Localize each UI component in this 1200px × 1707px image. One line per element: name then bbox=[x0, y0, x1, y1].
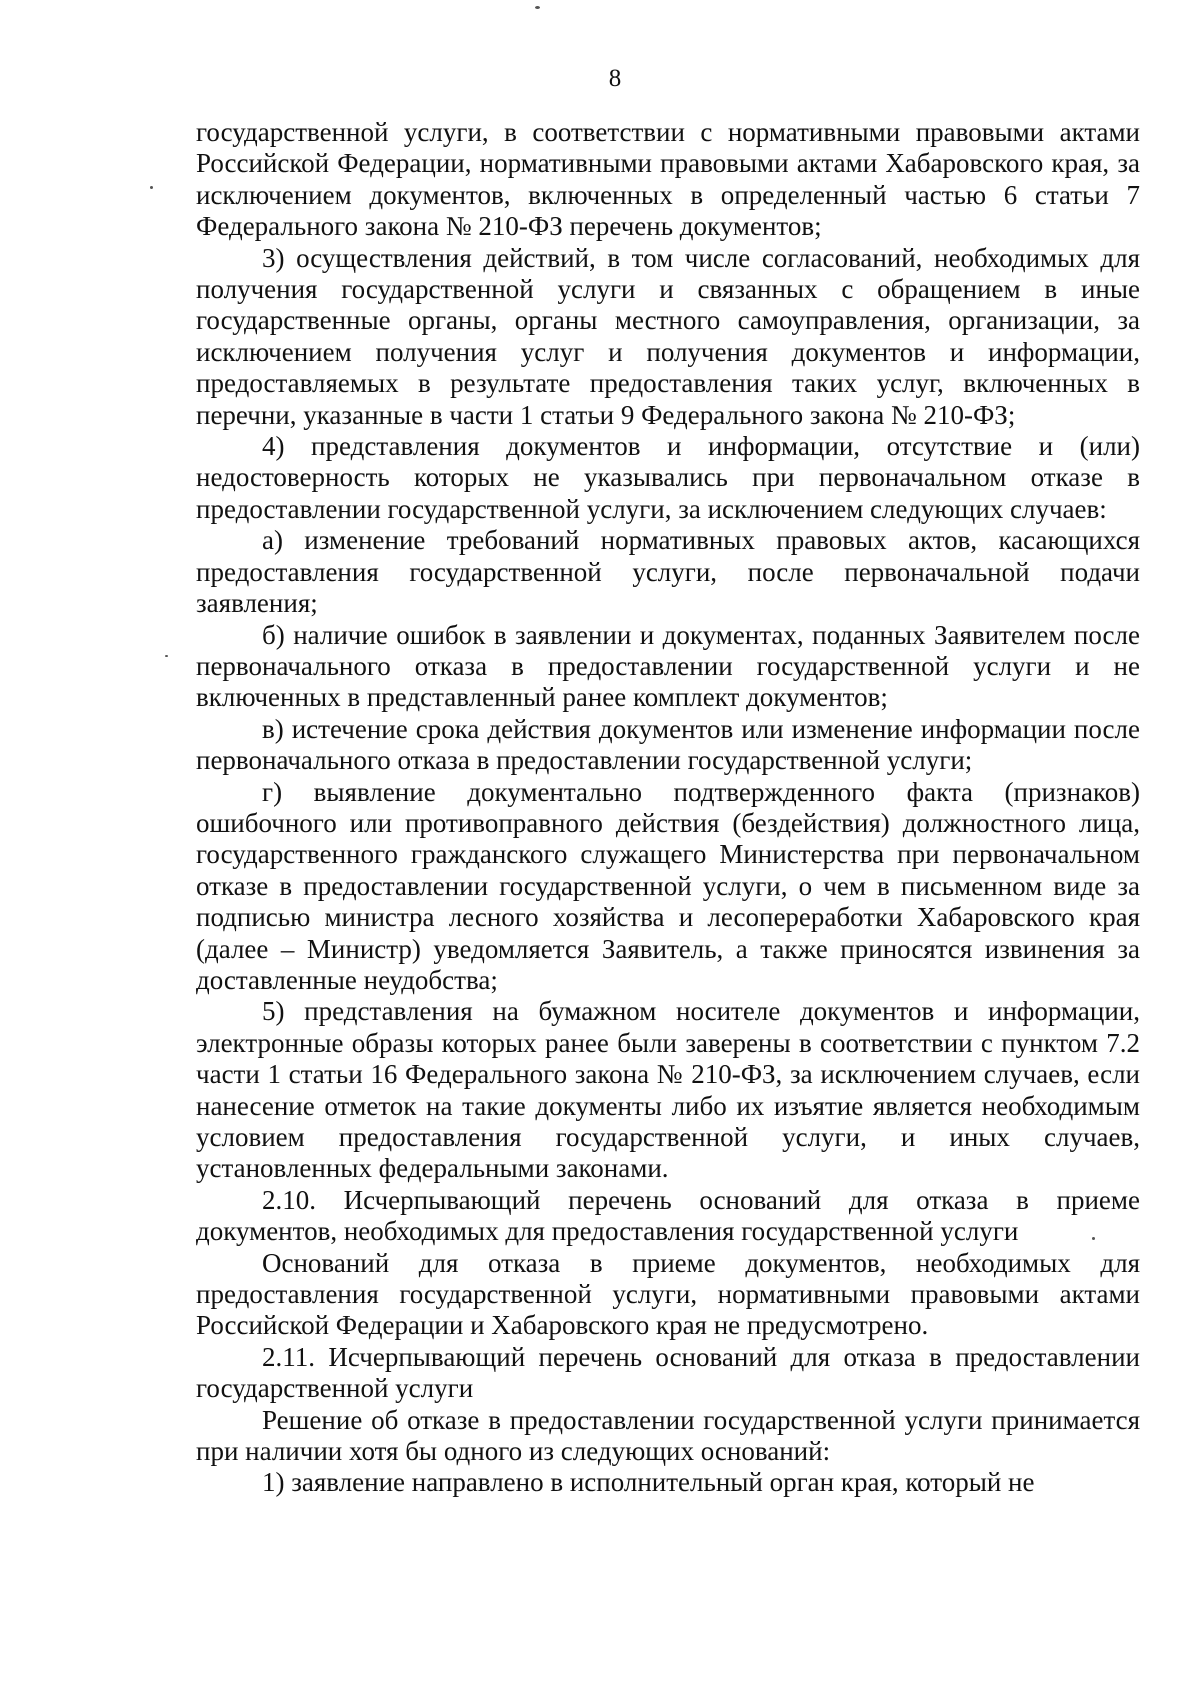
paragraph-subitem-g: г) выявление документально подтвержденного факта (признаков) ошибочного или противоправного действия (бездействия) должностного лица, государственного гражданского служащего Министерства при первоначальном отказе в предоставлении государственной услуги, о чем в письменном виде за подписью министра лесного хозяйства и лесопереработки Хабаровского края (далее – Министр) уведомляется Заявитель, а также приносятся извинения за доставленные неудобства; bbox=[196, 776, 1140, 995]
paragraph-item-3: 3) осуществления действий, в том числе согласований, необходимых для получения государственной услуги и связанных с обращением в иные государственные органы, органы местного самоуправления, организации, за исключением получения услуг и получения документов и информации, предоставляемых в результате предоставления таких услуг, включенных в перечни, указанные в части 1 статьи 9 Федерального закона № 210-ФЗ; bbox=[196, 242, 1140, 430]
paragraph-continuation: государственной услуги, в соответствии с нормативными правовыми актами Российской Федерации, нормативными правовыми актами Хабаровского края, за исключением документов, включенных в определенный частью 6 статьи 7 Федерального закона № 210-ФЗ перечень документов; bbox=[196, 117, 1140, 242]
paragraph-item-5: 5) представления на бумажном носителе документов и информации, электронные образы которых ранее были заверены в соответствии с пунктом 7.2 части 1 статьи 16 Федерального закона № 210-ФЗ, за исключением случаев, если нанесение отметок на такие документы либо их изъятие является необходимым условием предоставления государственной услуги, и иных случаев, установленных федеральными законами. bbox=[196, 996, 1140, 1184]
paragraph-subitem-a: а) изменение требований нормативных правовых актов, касающихся предоставления государственной услуги, после первоначальной подачи заявления; bbox=[196, 525, 1140, 619]
paragraph-item-4: 4) представления документов и информации, отсутствие и (или) недостоверность которых не указывались при первоначальном отказе в предоставлении государственной услуги, за исключением следующих случаев: bbox=[196, 431, 1140, 524]
section-heading-2-11: 2.11. Исчерпывающий перечень оснований для отказа в предоставлении государственной услуги bbox=[196, 1341, 1140, 1404]
paragraph-2-10-text: Оснований для отказа в приеме документов, необходимых для предоставления государственной услуги, нормативными правовыми актами Российской Федерации и Хабаровского края не предусмотрено. bbox=[196, 1247, 1140, 1341]
scan-speck bbox=[165, 655, 168, 657]
scan-speck bbox=[535, 6, 540, 9]
section-heading-2-10: 2.10. Исчерпывающий перечень оснований для отказа в приеме документов, необходимых для предоставления государственной услуги bbox=[196, 1184, 1140, 1247]
paragraph-2-11-item-1: 1) заявление направлено в исполнительный орган края, который не bbox=[262, 1467, 1035, 1498]
paragraph-subitem-v: в) истечение срока действия документов или изменение информации после первоначального отказа в предоставлении государственной услуги; bbox=[196, 713, 1140, 776]
scan-speck bbox=[150, 186, 153, 189]
paragraph-2-11-text: Решение об отказе в предоставлении государственной услуги принимается при наличии хотя бы одного из следующих оснований: bbox=[196, 1404, 1140, 1467]
paragraph-subitem-b: б) наличие ошибок в заявлении и документах, поданных Заявителем после первоначального отказа в предоставлении государственной услуги и не включенных в представленный ранее комплект документов; bbox=[196, 619, 1140, 713]
document-body bbox=[196, 117, 1140, 1499]
page-number: 8 bbox=[608, 65, 622, 92]
